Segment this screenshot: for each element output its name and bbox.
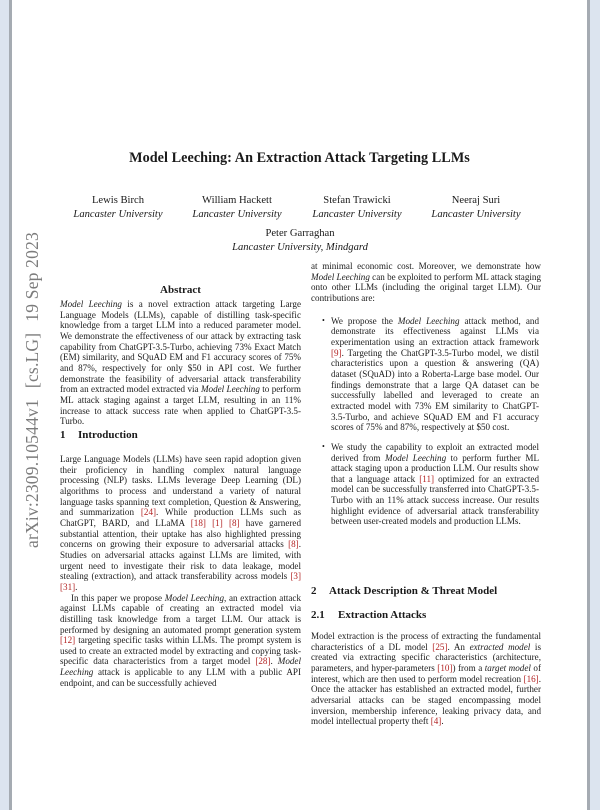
citation-link[interactable]: [25] [432, 641, 448, 652]
contributions-list [311, 316, 541, 527]
section-number: 2 [311, 585, 317, 597]
arxiv-id: arXiv:2309.10544v1 [22, 399, 42, 548]
author-affiliation: Lancaster University [73, 209, 163, 220]
author-name: Stefan Trawicki [323, 195, 391, 206]
emphasis-text: Model Leeching [200, 384, 260, 395]
section-title: Attack Description & Threat Model [329, 585, 498, 597]
citation-link[interactable]: [18] [190, 517, 206, 528]
emphasis-text: Model Leeching [397, 315, 460, 326]
paragraph: Large Language Models (LLMs) have seen rapid adoption given their proficiency in handling complex natural language processing (NLP) tasks. LLMs leverage Deep Learning (DL) algorithms to process and understand a variety of natural language tasks spanning text completion, Question & Answering, and summarization [24]. While production LLMs such as ChatGPT, BARD, and LLaMA [18] [1] [8] have garnered substantial attention, their uptake has also highlighted pressing concerns on growing their exposure to adversarial attacks [8]. Studies on adversarial attacks against LLMs are limited, with urgent need to investigate their risk to data leakage, model stealing (extraction), and attack transferability across models [3] [31]. [60, 454, 301, 592]
emphasis-text: Model Leeching [60, 299, 122, 309]
emphasis-text: Model Leeching [164, 592, 225, 603]
extraction-attacks-body [311, 631, 541, 727]
paragraph: Model extraction is the process of extracting the fundamental characteristics of a DL model [25]. An extracted model is created via extracting specific characteristics (architecture, parameters, and hyper-parameters [10]) from a target model of interest, which are then used to perform model recreation [16]. Once the attacker has established an extracted model, further adversarial attacks can be staged encompassing model inversion, membership inference, leaking privacy data, and model intellectual property theft [4]. [311, 631, 542, 727]
arxiv-identifier-stamp [22, 221, 43, 548]
contribution-text: We study the capability to exploit an extracted model derived from Model Leeching to perform further ML attack staging upon a production LLM. Our results show that a language attack [11] optimized for an extracted model can be successfully transferred into ChatGPT-3.5-Turbo with an 11% attack success increase. Our results highlight evidence of adversarial attack transferability between user-created models and production LLMs. [331, 441, 539, 527]
emphasis-text: Model Leeching [385, 452, 447, 463]
citation-link[interactable]: [4] [430, 716, 442, 727]
paper-title: Model Leeching: An Extraction Attack Targeting LLMs [129, 150, 470, 166]
bullet-icon: • [322, 315, 325, 325]
citation-link[interactable]: [12] [60, 635, 76, 646]
bullet-icon: • [322, 441, 325, 451]
citation-link[interactable]: [16] [523, 673, 539, 684]
introduction-right-column [311, 261, 541, 536]
citation-link[interactable]: [11] [419, 473, 435, 484]
arxiv-category: [cs.LG] [22, 332, 42, 389]
subsection-title: Extraction Attacks [338, 609, 427, 621]
abstract-body [60, 299, 301, 427]
contribution-text: We propose the Model Leeching attack method, and demonstrate its effectiveness against LLMs via experimentation using an extraction attack framework [9]. Targeting the ChatGPT-3.5-Turbo model, we distil characteristics upon a question & answering (QA) dataset (SQuAD) into a Roberta-Large base model. Our findings demonstrate that a large QA dataset can be successfully labelled and leveraged to create an extracted model with 73% EM similarity to ChatGPT-3.5-Turbo, and achieve SQuAD EM and F1 accuracy scores of 75% and 87%, respectively at $50 cost. [331, 315, 539, 433]
emphasis-text: extracted model [469, 641, 531, 652]
citation-link[interactable]: [3] [290, 571, 301, 582]
citation-link[interactable]: [24] [140, 507, 157, 518]
abstract-paragraph: Model Leeching is a novel extraction attack targeting Large Language Models (LLMs), capable of distilling task-specific knowledge from a target LLM into a reduced parameter model. We demonstrate the effectiveness of our attack by extracting task capability from ChatGPT-3.5-Turbo, achieving 73% Exact Match (EM) similarity, and SQuAD EM and F1 accuracy scores of 75% and 87%, respectively for only $50 in API cost. We further demonstrate the feasibility of adversarial attack transferability from an extracted model extracted via Model Leeching to perform ML attack staging against a target LLM, resulting in an 11% increase to attack success rate when applied to ChatGPT-3.5-Turbo. [60, 299, 302, 427]
section-heading-attack-description [311, 585, 497, 597]
subsection-heading-extraction-attacks [311, 609, 426, 621]
author-affiliation: Lancaster University, Mindgard [232, 242, 368, 253]
contribution-item [311, 316, 541, 433]
citation-link[interactable]: [31] [60, 581, 76, 592]
emphasis-text: target model [484, 662, 531, 673]
author-affiliation: Lancaster University [431, 209, 521, 220]
section-heading-introduction [60, 429, 138, 441]
introduction-left-column [60, 454, 301, 688]
author-affiliation: Lancaster University [192, 209, 282, 220]
emphasis-text: Model Leeching [60, 656, 301, 678]
contribution-item [311, 442, 541, 527]
citation-link[interactable]: [1] [212, 517, 223, 528]
author-name: William Hackett [202, 195, 272, 206]
abstract-heading: Abstract [160, 284, 201, 296]
author-name: Lewis Birch [91, 195, 145, 206]
arxiv-date: 19 Sep 2023 [22, 232, 42, 322]
author-name: Neeraj Suri [451, 195, 501, 206]
author-block [180, 227, 420, 255]
citation-link[interactable]: [8] [228, 517, 240, 528]
author-name: Peter Garraghan [265, 228, 335, 239]
section-number: 1 [60, 429, 66, 441]
citation-link[interactable]: [10] [437, 662, 453, 673]
citation-link[interactable]: [8] [288, 539, 299, 550]
citation-link[interactable]: [28] [255, 656, 271, 667]
paragraph: at minimal economic cost. Moreover, we demonstrate how Model Leeching can be exploited to perform ML attack staging onto other LLMs (including the original target LLM). Our contributions are: [311, 261, 541, 303]
paragraph: In this paper we propose Model Leeching, an extraction attack against LLMs capable of creating an extracted model via distilling task knowledge from a target LLM. Our attack is performed by designing an automated prompt generation system [12] targeting specific tasks within LLMs. The prompt system is used to create an extracted model by extracting and copying task-specific data characteristics from a target model [28]. Model Leeching attack is applicable to any LLM with a public API endpoint, and can be successfully achieved [60, 592, 302, 688]
author-affiliation: Lancaster University [312, 209, 402, 220]
page-border-right [587, 0, 590, 810]
pdf-page [12, 0, 587, 810]
section-title: Introduction [78, 429, 138, 441]
emphasis-text: Model Leeching [311, 271, 370, 282]
citation-link[interactable]: [9] [331, 347, 342, 358]
subsection-number: 2.1 [311, 609, 325, 621]
author-block [167, 194, 307, 222]
author-block [406, 194, 546, 222]
